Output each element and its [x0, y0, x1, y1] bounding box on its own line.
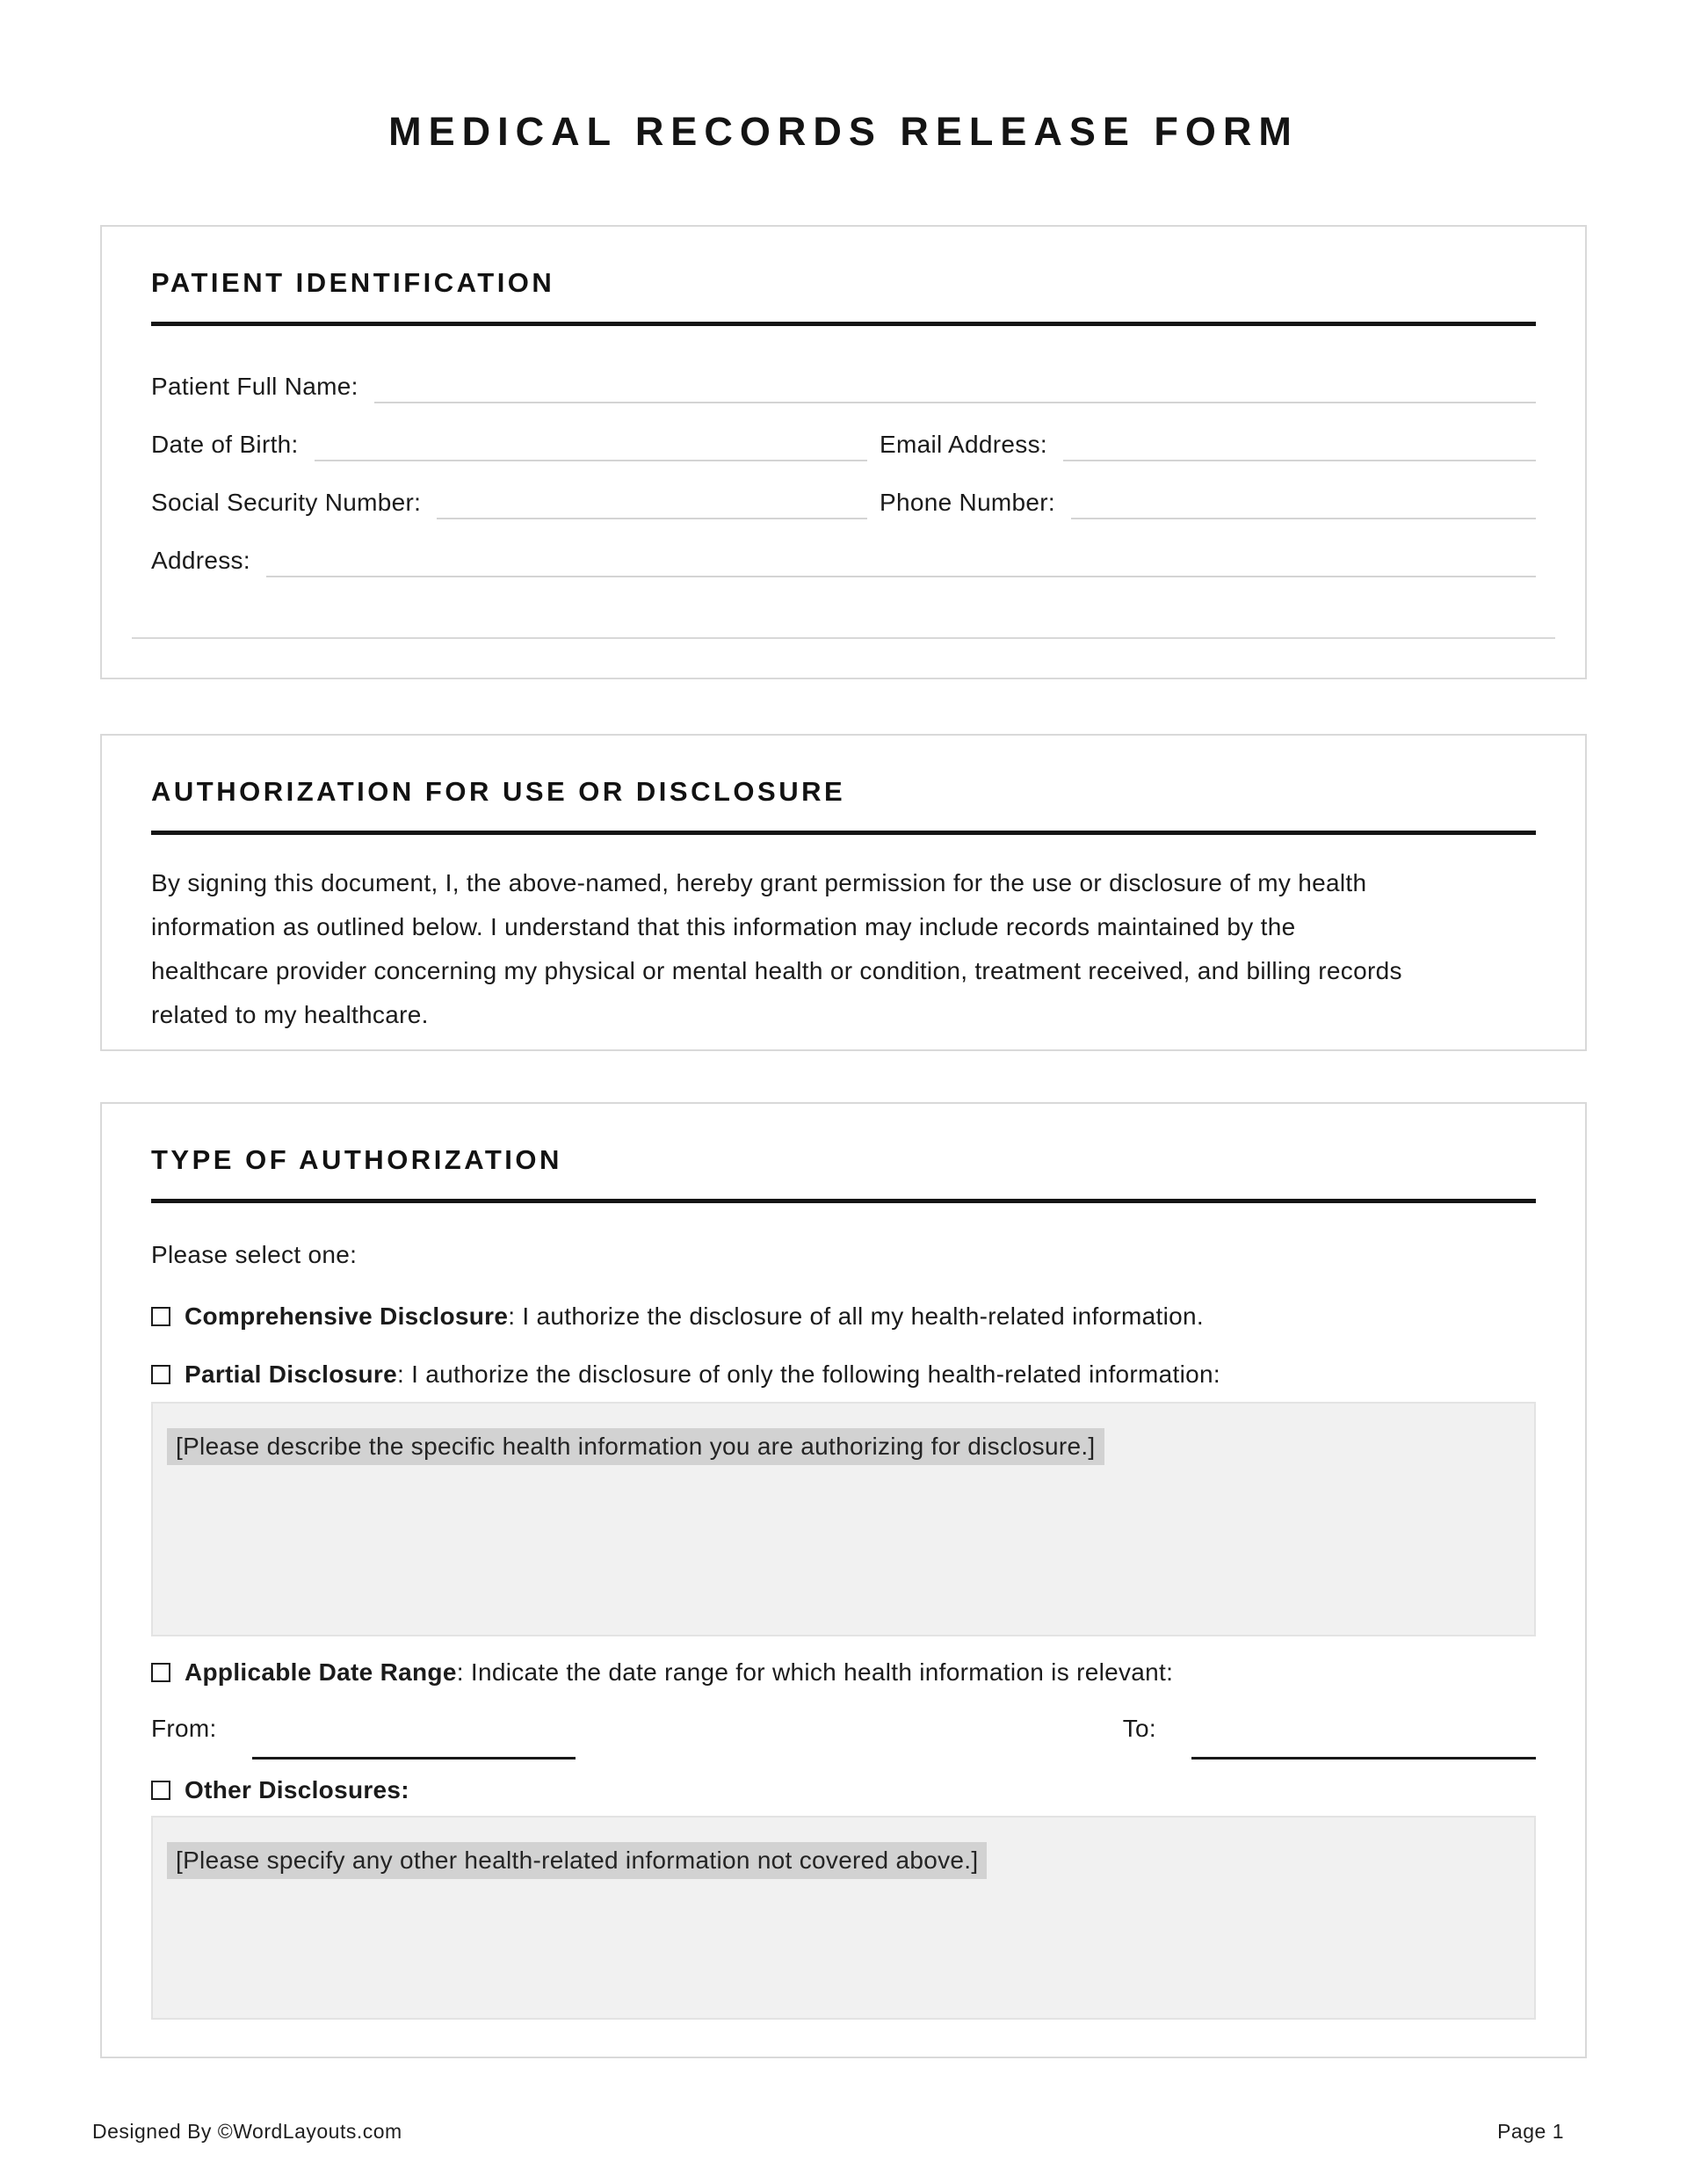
type-of-authorization-section	[100, 1102, 1587, 2058]
comprehensive-disclosure-option	[151, 1302, 1536, 1331]
authorization-section	[100, 734, 1587, 1051]
address-input[interactable]	[266, 553, 1536, 577]
type-of-authorization-heading: TYPE OF AUTHORIZATION	[151, 1144, 562, 1175]
address-label: Address:	[151, 547, 250, 574]
other-disclosures-placeholder: [Please specify any other health-related information not covered above.]	[167, 1842, 987, 1879]
authorization-heading: AUTHORIZATION FOR USE OR DISCLOSURE	[151, 776, 846, 807]
dob-input[interactable]	[315, 437, 867, 461]
other-disclosures-checkbox[interactable]	[151, 1781, 170, 1800]
full-name-label: Patient Full Name:	[151, 373, 358, 400]
email-label: Email Address:	[880, 431, 1047, 458]
patient-identification-section	[100, 225, 1587, 679]
dob-email-row	[151, 430, 1536, 460]
heading-rule	[151, 831, 1536, 835]
partial-disclosure-checkbox[interactable]	[151, 1365, 170, 1384]
partial-disclosure-textarea[interactable]	[151, 1402, 1536, 1636]
applicable-date-range-description: : Indicate the date range for which health information is relevant:	[456, 1658, 1174, 1686]
heading-rule	[151, 322, 1536, 326]
footer-credit: Designed By ©WordLayouts.com	[92, 2120, 402, 2143]
from-label: From:	[151, 1715, 217, 1742]
footer-page-number: Page 1	[1497, 2120, 1564, 2143]
patient-identification-heading: PATIENT IDENTIFICATION	[151, 267, 555, 298]
ssn-phone-row	[151, 488, 1536, 518]
from-date-input[interactable]	[252, 1757, 576, 1760]
other-disclosures-label: Other Disclosures:	[185, 1776, 409, 1803]
comprehensive-disclosure-description: : I authorize the disclosure of all my health-related information.	[508, 1302, 1204, 1330]
select-one-label: Please select one:	[151, 1241, 358, 1268]
page-footer	[92, 2120, 1564, 2144]
address-extra-input[interactable]	[132, 637, 1555, 639]
phone-label: Phone Number:	[880, 489, 1056, 516]
other-disclosures-option	[151, 1775, 1536, 1805]
address-row	[151, 546, 1536, 576]
to-date-input[interactable]	[1191, 1757, 1536, 1760]
partial-disclosure-label: Partial Disclosure	[185, 1360, 397, 1388]
comprehensive-disclosure-checkbox[interactable]	[151, 1307, 170, 1326]
dob-label: Date of Birth:	[151, 431, 299, 458]
ssn-label: Social Security Number:	[151, 489, 422, 516]
email-input[interactable]	[1063, 437, 1536, 461]
other-disclosures-textarea[interactable]	[151, 1816, 1536, 2020]
phone-input[interactable]	[1071, 495, 1536, 519]
page-title: MEDICAL RECORDS RELEASE FORM	[388, 109, 1299, 154]
partial-disclosure-description: : I authorize the disclosure of only the following health-related information:	[396, 1360, 1220, 1388]
full-name-row	[151, 372, 1536, 402]
applicable-date-range-label: Applicable Date Range	[185, 1658, 457, 1686]
full-name-input[interactable]	[374, 379, 1536, 403]
authorization-body: By signing this document, I, the above-named, hereby grant permission for the use or disclosure of my health information as outlined below. I understand that this information may include records maintained by the healthcare provider concerning my physical or mental health or condition, treatment received, and billing records related to my healthcare.	[151, 869, 1402, 1028]
partial-disclosure-option	[151, 1360, 1536, 1389]
heading-rule	[151, 1199, 1536, 1203]
date-range-row	[151, 1714, 1536, 1760]
applicable-date-range-option	[151, 1658, 1536, 1687]
to-label: To:	[1122, 1715, 1156, 1742]
comprehensive-disclosure-label: Comprehensive Disclosure	[185, 1302, 509, 1330]
partial-disclosure-placeholder: [Please describe the specific health information you are authorizing for disclosure.]	[167, 1428, 1104, 1465]
ssn-input[interactable]	[437, 495, 867, 519]
applicable-date-range-checkbox[interactable]	[151, 1663, 170, 1682]
